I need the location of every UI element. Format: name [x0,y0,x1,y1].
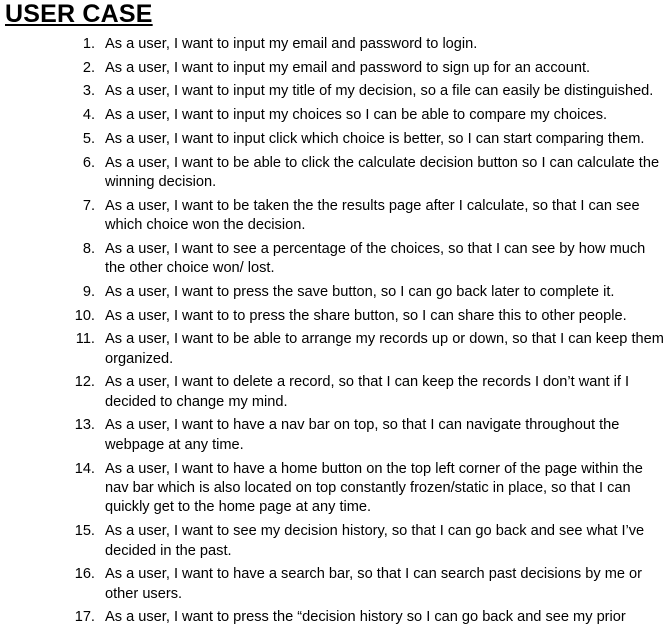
list-item [74,565,665,604]
list-item-number: 3. [82,83,95,100]
list-item [74,460,665,518]
list-item-number: 10. [74,307,95,324]
list-item-text: As a user, I want to input click which choice is better, so I can start comparing them. [105,130,645,147]
list-item [82,106,665,125]
list-item [74,373,665,412]
list-item-text: As a user, I want to delete a record, so that I can keep the records I don’t want if I decided to change my mind. [105,374,630,410]
list-item-text: As a user, I want to have a nav bar on top, so that I can navigate throughout the webpage at any time. [105,417,620,453]
list-item-number: 9. [82,283,95,300]
list-item-text: As a user, I want to be able to arrange my records up or down, so that I can keep them organized. [105,331,664,367]
list-item-number: 6. [82,154,95,171]
list-item-text: As a user, I want to input my title of my decision, so a file can easily be distinguished. [105,83,654,100]
list-item [82,35,665,54]
list-item-text: As a user, I want to press the “decision history so I can go back and see my prior [105,609,626,626]
list-item-text: As a user, I want to have a home button on the top left corner of the page within the nav bar which is also located on top constantly frozen/static in place, so that I can quickly get to the home page at any time. [105,460,643,516]
document-title: USER CASE [5,0,153,28]
list-item-number: 16. [74,566,95,583]
list-item-number: 8. [82,240,95,257]
list-item-text: As a user, I want to input my choices so I can be able to compare my choices. [105,107,608,124]
list-item-text: As a user, I want to be taken the the results page after I calculate, so that I can see which choice won the decision. [105,197,640,234]
list-item [74,522,665,561]
list-item-number: 11. [75,331,95,348]
user-story-list [74,35,665,632]
list-item-text: As a user, I want to be able to click the calculate decision button so I can calculate the winning decision. [105,154,660,190]
list-item [82,240,665,279]
list-item-text: As a user, I want to input my email and password to sign up for an account. [105,59,591,76]
list-item [75,330,665,369]
list-item-text: As a user, I want to see my decision history, so that I can go back and see what I’ve decided in the past. [105,523,645,559]
list-item [82,82,665,101]
list-item-number: 2. [82,59,95,76]
list-item [82,154,665,193]
list-item-number: 12. [74,374,95,391]
list-item [74,416,665,455]
list-item-number: 15. [74,523,95,540]
list-item-text: As a user, I want to press the save button, so I can go back later to complete it. [105,283,615,300]
list-item-number: 14. [74,460,95,477]
list-item [82,197,665,236]
list-item-number: 4. [82,107,95,124]
list-item-number: 5. [82,130,95,147]
list-item [74,307,665,326]
list-item [74,608,665,627]
list-item-number: 7. [82,197,95,214]
list-item-text: As a user, I want to input my email and password to login. [105,36,478,52]
list-item-number: 1. [82,36,95,52]
list-item-number: 13. [74,417,95,434]
list-item [82,130,665,149]
list-item-text: As a user, I want to to press the share button, so I can share this to other people. [105,307,627,324]
list-item [82,59,665,78]
list-item-text: As a user, I want to see a percentage of the choices, so that I can see by how much the other choice won/ lost. [105,240,646,277]
list-item-text: As a user, I want to have a search bar, so that I can search past decisions by me or other users. [105,566,643,602]
list-item-number: 17. [74,609,95,626]
list-item [82,283,665,302]
